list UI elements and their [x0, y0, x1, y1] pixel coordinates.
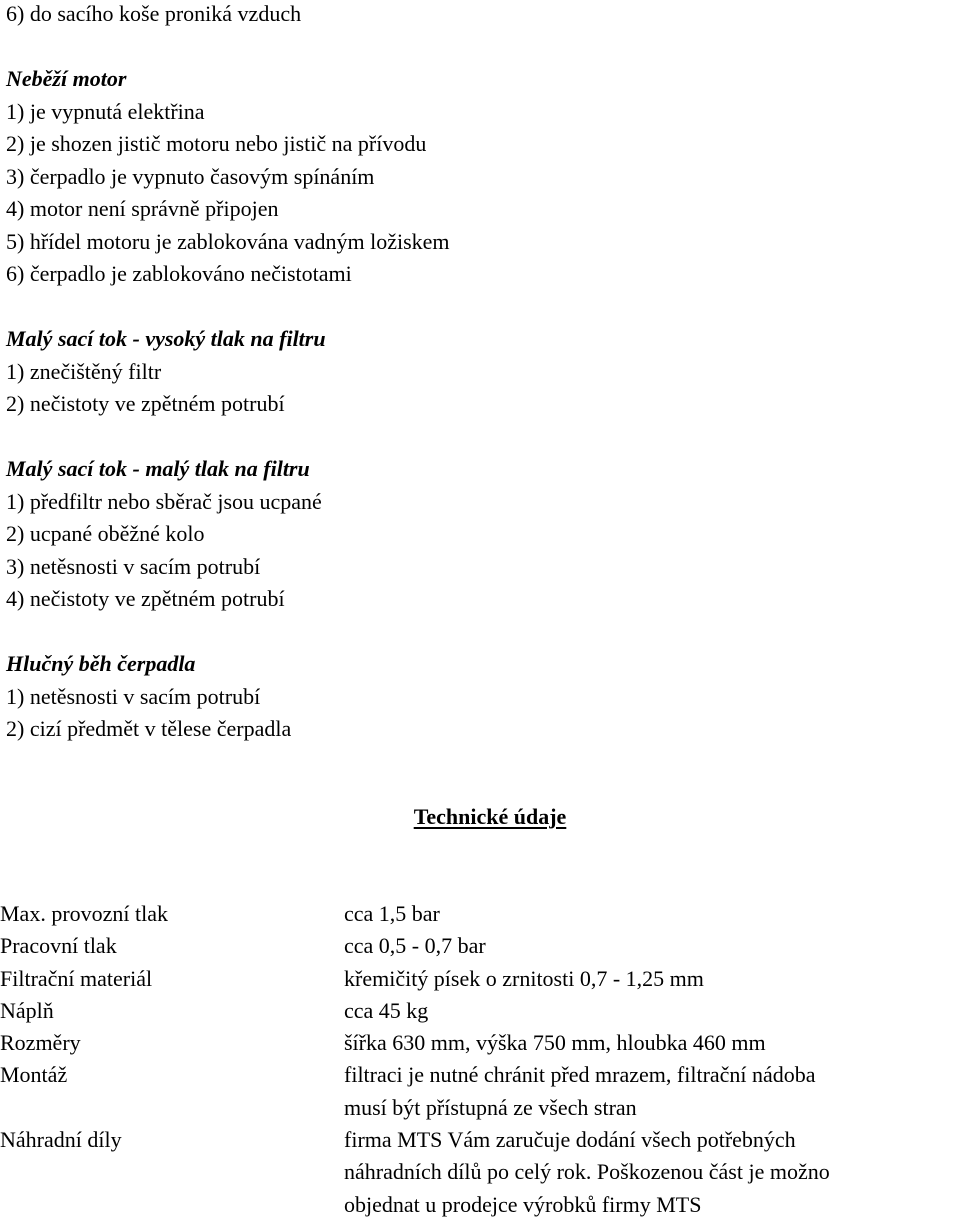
list-item: 4) motor není správně připojen: [6, 196, 279, 221]
spacer: [6, 31, 956, 64]
spec-value-line: cca 1,5 bar: [344, 901, 440, 926]
section-heading: Neběží motor: [6, 66, 127, 91]
document-page: [6, 0, 956, 746]
spacer: [6, 291, 956, 324]
spec-row: [0, 1124, 954, 1221]
spec-value: [344, 995, 954, 1027]
list-item: 3) netěsnosti v sacím potrubí: [6, 553, 261, 579]
spec-value: [344, 1027, 954, 1059]
spec-value-line: křemičitý písek o zrnitosti 0,7 - 1,25 mm: [344, 965, 704, 991]
spec-value-line: cca 0,5 - 0,7 bar: [344, 933, 486, 959]
list-item: 2) cizí předmět v tělese čerpadla: [6, 716, 292, 741]
spec-row: [0, 1059, 954, 1124]
spec-value: [344, 1124, 954, 1221]
section-heading: Hlučný běh čerpadla: [6, 651, 196, 676]
spec-value: [344, 898, 954, 930]
list-item: 6) čerpadlo je zablokováno nečistotami: [6, 261, 352, 286]
section-heading: Malý sací tok - malý tlak na filtru: [6, 456, 310, 481]
technical-data-title: Technické údaje: [413, 804, 567, 829]
list-item: 2) nečistoty ve zpětném potrubí: [6, 391, 285, 416]
spec-label: Max. provozní tlak: [0, 901, 169, 926]
list-item: 2) ucpané oběžné kolo: [6, 521, 205, 546]
section-heading: Malý sací tok - vysoký tlak na filtru: [6, 326, 326, 351]
list-item: 4) nečistoty ve zpětném potrubí: [6, 586, 285, 611]
spec-value-line: šířka 630 mm, výška 750 mm, hloubka 460 mm: [344, 1030, 766, 1056]
spec-value: [344, 1059, 954, 1124]
spec-row: [0, 898, 954, 930]
spec-value: [344, 963, 954, 995]
spec-label: Náhradní díly: [0, 1127, 122, 1153]
spec-row: [0, 1027, 954, 1059]
spec-row: [0, 963, 954, 995]
spec-row: [0, 930, 954, 962]
spec-value-line: firma MTS Vám zaručuje dodání všech potřebných: [344, 1127, 796, 1153]
spec-label: Náplň: [0, 997, 54, 1023]
spacer: [6, 616, 956, 649]
spec-label: Pracovní tlak: [0, 933, 117, 959]
list-item: 3) čerpadlo je vypnuto časovým spínáním: [6, 163, 375, 189]
spec-value-line: musí být přístupná ze všech stran: [344, 1094, 637, 1120]
technical-data-table: [0, 898, 954, 1221]
spec-value-line: filtraci je nutné chránit před mrazem, filtrační nádoba: [344, 1062, 816, 1088]
list-item: 1) znečištěný filtr: [6, 358, 162, 384]
intro-item: 6) do sacího koše proniká vzduch: [6, 1, 302, 26]
spec-value: [344, 930, 954, 962]
spec-label: Rozměry: [0, 1030, 81, 1056]
spec-row: [0, 995, 954, 1027]
spec-value-line: cca 45 kg: [344, 997, 429, 1023]
spec-value-line: náhradních dílů po celý rok. Poškozenou část je možno: [344, 1159, 830, 1185]
list-item: 1) je vypnutá elektřina: [6, 98, 205, 124]
spacer: [6, 421, 956, 454]
spec-label: Filtrační materiál: [0, 965, 153, 991]
list-item: 2) je shozen jistič motoru nebo jistič na přívodu: [6, 131, 427, 156]
list-item: 1) předfiltr nebo sběrač jsou ucpané: [6, 488, 322, 514]
spec-value-line: objednat u prodejce výrobků firmy MTS: [344, 1191, 702, 1217]
list-item: 1) netěsnosti v sacím potrubí: [6, 683, 261, 709]
list-item: 5) hřídel motoru je zablokována vadným ložiskem: [6, 228, 450, 254]
spec-label: Montáž: [0, 1062, 68, 1088]
